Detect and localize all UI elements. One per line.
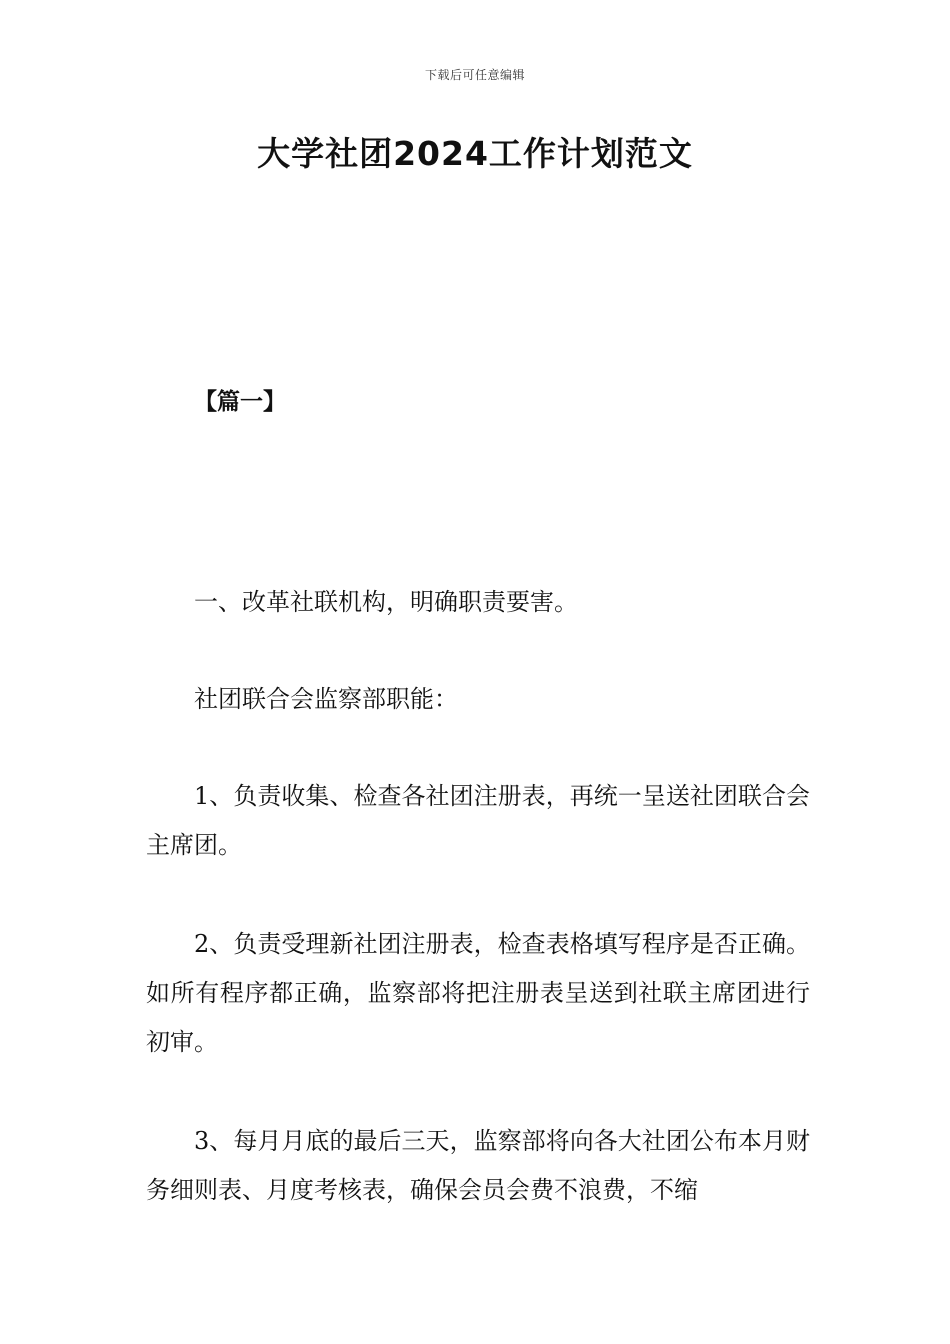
paragraph: 2、负责受理新社团注册表，检查表格填写程序是否正确。如所有程序都正确，监察部将把注册表呈送到社联主席团进行初审。	[146, 930, 810, 1056]
document-title: 大学社团2024工作计划范文	[257, 134, 693, 173]
section-label: 【篇一】	[194, 388, 286, 415]
header-note: 下载后可任意编辑	[424, 68, 525, 82]
paragraph: 一、改革社联机构，明确职责要害。	[194, 588, 578, 616]
paragraph: 3、每月月底的最后三天，监察部将向各大社团公布本月财务细则表、月度考核表，确保会员会费不浪费，不缩	[146, 1127, 810, 1204]
paragraph: 社团联合会监察部职能：	[194, 685, 458, 713]
paragraph: 1、负责收集、检查各社团注册表，再统一呈送社团联合会主席团。	[146, 782, 810, 859]
